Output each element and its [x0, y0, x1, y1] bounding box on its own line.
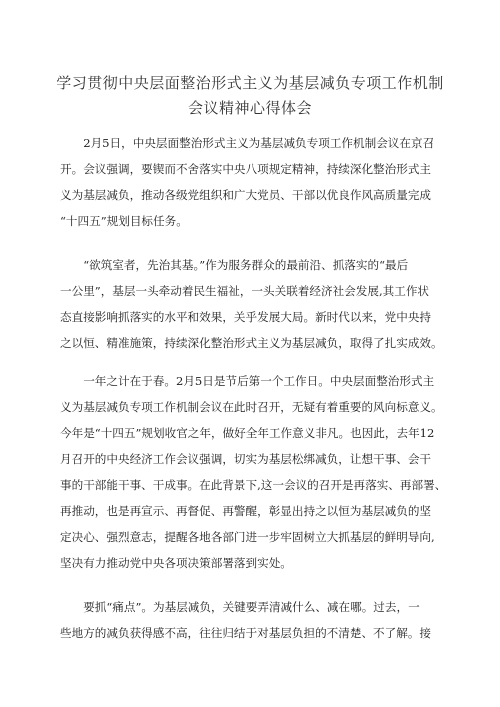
paragraph-1-line-1: 2月5日，中央层面整治形式主义为基层减负专项工作机制会议在京召: [60, 136, 435, 150]
paragraph-2-line-1: “欲筑室者，先治其基。”作为服务群众的最前沿、抓落实的“最后: [60, 258, 409, 272]
paragraph-4-line-1: 要抓“痛点”。为基层减负，关键要弄清减什么、减在哪。过去，一: [60, 600, 420, 614]
paragraph-2-line-3: 态直接影响抓落实的水平和效果，关乎发展大局。新时代以来，党中央持: [60, 310, 432, 324]
paragraph-3-line-1: 一年之计在于春。2月5日是节后第一个工作日。中央层面整治形式主: [60, 374, 435, 388]
paragraph-3-line-7: 定决心、强烈意志，提醒各地各部门进一步牢固树立大抓基层的鲜明导向,: [60, 530, 435, 544]
paragraph-1-line-3: 义为基层减负，推动各级党组织和广大党员、干部以优良作风高质量完成: [60, 188, 432, 202]
paragraph-3-line-2: 义为基层减负专项工作机制会议在此时召开，无疑有着重要的风向标意义。: [60, 400, 443, 414]
paragraph-3-line-6: 再推动，也是再宣示、再督促、再警醒，彰显出持之以恒为基层减负的坚: [60, 504, 432, 518]
paragraph-2-line-4: 之以恒、精准施策，持续深化整治形式主义为基层减负，取得了扎实成效。: [60, 336, 443, 350]
paragraph-4-line-2: 些地方的减负获得感不高，往往归结于对基层负担的不清楚、不了解。接: [60, 626, 432, 640]
paragraph-1-line-2: 开。会议强调，要锲而不舍落实中央八项规定精神，持续深化整治形式主: [60, 162, 432, 176]
paragraph-3-line-3: 今年是“十四五”规划收官之年，做好全年工作意义非凡。也因此，去年12: [60, 426, 435, 440]
paragraph-3-line-5: 事的干部能干事、干成事。在此背景下,这一会议的召开是再落实、再部署、: [60, 478, 447, 492]
paragraph-3-line-8: 坚决有力推动党中央各项决策部署落到实处。: [60, 556, 292, 570]
title-line-1: 学习贯彻中央层面整治形式主义为基层减负专项工作机制: [56, 74, 444, 92]
title-line-2: 会议精神心得体会: [187, 99, 312, 117]
paragraph-1-line-4: “十四五”规划目标任务。: [60, 214, 188, 228]
paragraph-3-line-4: 月召开的中央经济工作会议强调，切实为基层松绑减负，让想干事、会干: [60, 452, 432, 466]
paragraph-2-line-2: 一公里”，基层一头牵动着民生福祉，一头关联着经济社会发展,其工作状: [60, 284, 430, 298]
